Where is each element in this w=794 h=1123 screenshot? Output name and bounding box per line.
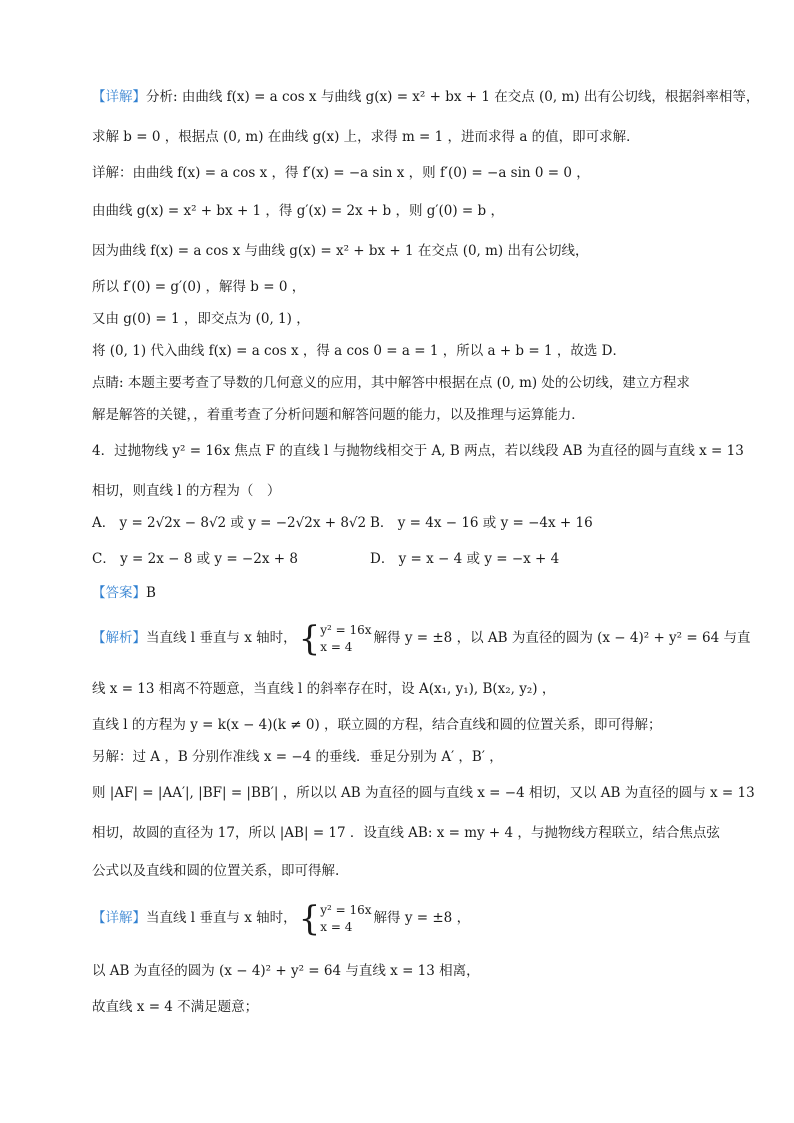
question-4-line-2: 相切，则直线 l 的方程为（ ） bbox=[92, 483, 281, 499]
answer-line bbox=[92, 582, 156, 604]
answer-value: B bbox=[146, 585, 156, 601]
option-a: A． y = 2√2x − 8√2 或 y = −2√2x + 8√2 bbox=[92, 515, 367, 531]
detail-text-post: 解得 y = ±8 ， bbox=[373, 910, 471, 926]
detail-line-3: 故直线 x = 4 不满足题意； bbox=[92, 999, 259, 1015]
equation-system-1: { y² = 16x x = 4 bbox=[298, 619, 372, 659]
analysis-line-1 bbox=[92, 86, 759, 108]
solution-line-1: 详解：由曲线 f(x) = a cos x ，得 f′(x) = −a sin x ，则 f′(0) = −a sin 0 = 0 ， bbox=[92, 165, 590, 181]
option-c: C． y = 2x − 8 或 y = −2x + 8 bbox=[92, 551, 298, 567]
equation-system-2: { y² = 16x x = 4 bbox=[298, 899, 372, 939]
system-1-eq-a: y² = 16x bbox=[320, 623, 372, 637]
option-b: B． y = 4x − 16 或 y = −4x + 16 bbox=[370, 515, 593, 531]
detail-line-2: 以 AB 为直径的圆为 (x − 4)² + y² = 64 与直线 x = 13 相离， bbox=[92, 963, 480, 979]
explanation-line-1 bbox=[92, 618, 750, 659]
explanation-line-3: 直线 l 的方程为 y = k(x − 4)(k ≠ 0) ，联立圆的方程，结合直线和圆的位置关系，即可得解； bbox=[92, 717, 662, 733]
detail-tag: 【详解】 bbox=[92, 89, 146, 105]
explanation-line-6: 相切，故圆的直径为 17，所以 |AB| = 17 ．设直线 AB: x = my + 4 ，与抛物线方程联立，结合焦点弦 bbox=[92, 825, 720, 841]
explanation-line-2: 线 x = 13 相离不符题意，当直线 l 的斜率存在时，设 A(x₁, y₁), B(x₂, y₂) ， bbox=[92, 681, 556, 697]
explanation-line-7: 公式以及直线和圆的位置关系，即可得解. bbox=[92, 863, 340, 879]
system-1-eq-b: x = 4 bbox=[320, 640, 353, 654]
detail-text-pre: 当直线 l 垂直与 x 轴时， bbox=[146, 910, 297, 926]
solution-line-5: 又由 g(0) = 1 ，即交点为 (0, 1) ， bbox=[92, 311, 310, 327]
detail-tag-2: 【详解】 bbox=[92, 910, 146, 926]
analysis-line-2: 求解 b = 0 ，根据点 (0, m) 在曲线 g(x) 上，求得 m = 1 ，进而求得 a 的值，即可求解． bbox=[92, 129, 640, 145]
comment-line-2: 解是解答的关键，，着重考查了分析问题和解答问题的能力，以及推理与运算能力． bbox=[92, 407, 585, 423]
system-2-eq-b: x = 4 bbox=[320, 920, 353, 934]
explanation-text-pre: 当直线 l 垂直与 x 轴时， bbox=[146, 630, 297, 646]
detail-line-1 bbox=[92, 898, 470, 939]
explanation-tag: 【解析】 bbox=[92, 630, 146, 646]
explanation-text-post: 解得 y = ±8 ，以 AB 为直径的圆为 (x − 4)² + y² = 64 与直 bbox=[373, 630, 751, 646]
solution-line-3: 因为曲线 f(x) = a cos x 与曲线 g(x) = x² + bx + 1 在交点 (0, m) 出有公切线， bbox=[92, 243, 589, 259]
solution-line-4: 所以 f′(0) = g′(0) ，解得 b = 0 ， bbox=[92, 279, 306, 295]
comment-line-1: 点睛: 本题主要考查了导数的几何意义的应用，其中解答中根据在点 (0, m) 处的公切线，建立方程求 bbox=[92, 375, 690, 391]
analysis-text-1: 分析: 由曲线 f(x) = a cos x 与曲线 g(x) = x² + bx + 1 在交点 (0, m) 出有公切线，根据斜率相等， bbox=[146, 89, 760, 105]
option-d: D． y = x − 4 或 y = −x + 4 bbox=[370, 551, 560, 567]
solution-line-6: 将 (0, 1) 代入曲线 f(x) = a cos x ，得 a cos 0 = a = 1 ，所以 a + b = 1 ，故选 D． bbox=[92, 343, 626, 359]
answer-tag: 【答案】 bbox=[92, 585, 146, 601]
system-2-eq-a: y² = 16x bbox=[320, 903, 372, 917]
explanation-line-4: 另解：过 A ，B 分别作准线 x = −4 的垂线．垂足分别为 A′ ，B′ ， bbox=[92, 749, 503, 765]
explanation-line-5: 则 |AF| = |AA′|, |BF| = |BB′| ，所以以 AB 为直径的圆与直线 x = −4 相切，又以 AB 为直径的圆与 x = 13 bbox=[92, 785, 755, 801]
solution-line-2: 由曲线 g(x) = x² + bx + 1 ，得 g′(x) = 2x + b ，则 g′(0) = b ， bbox=[92, 203, 504, 219]
question-4-line-1: 4．过抛物线 y² = 16x 焦点 F 的直线 l 与抛物线相交于 A, B 两点，若以线段 AB 为直径的圆与直线 x = 13 bbox=[92, 443, 744, 459]
